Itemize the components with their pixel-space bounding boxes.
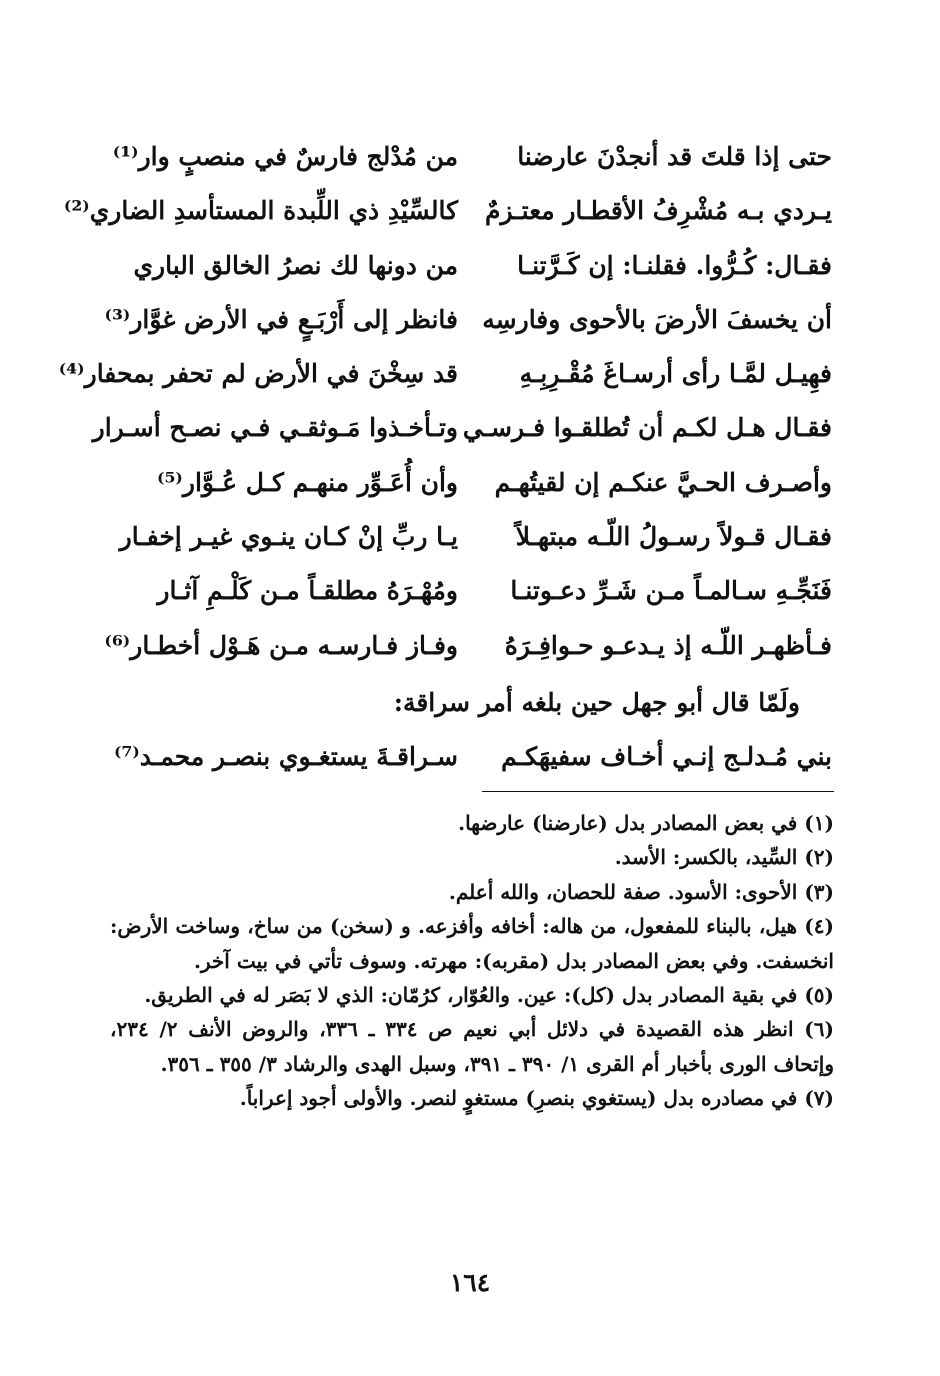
- poem-verse: [58, 347, 840, 401]
- verse-second-hemistich: وتـأخـذوا مَـوثقـي فـي نصـح أسـرار: [92, 413, 458, 443]
- footnote-divider: [482, 791, 834, 792]
- poem-verse: [100, 456, 840, 510]
- footnote: (٤) هيل، بالبناء للمفعول، من هاله: أخافه وأفزعه. و (سخن) من ساخ، وساخت الأرض: انخسفت. وفي بعض المصادر بدل (مقربه): مهرته. وسوف تأتي في بيت آخر.: [110, 914, 834, 973]
- verse-first-hemistich: فـأظهـر اللّـه إذ يـدعـو حـوافِـرَهُ: [504, 630, 832, 660]
- verse-first-hemistich: حتى إذا قلتَ قد أنجدْنَ عارضنا: [517, 142, 832, 171]
- footnote: (٣) الأحوى: الأسود. صفة للحصان، والله أعلم.: [448, 879, 834, 904]
- verse-first-hemistich: يـردي بـه مُشْرِفُ الأقطـار معتـزمٌ: [485, 196, 832, 226]
- verse-second-hemistich: فانظر إلى أَرْبَـعٍ في الأرض غوَّار⁽³⁾: [104, 304, 458, 334]
- poem: [58, 130, 840, 673]
- poem-verse: [100, 564, 840, 618]
- verse-second-hemistich: يـا ربِّ إنْ كـان ينـوي غيـر إخفـار: [119, 522, 458, 552]
- verse-first-hemistich: فهِيـل لمَّـا رأى أرسـاغَ مُقْـرِبِـهِ: [519, 359, 832, 389]
- verse-first-hemistich: فَنَجِّـهِ سـالمـاً مـن شَـرِّ دعـوتنـا: [510, 576, 832, 606]
- footnotes: [110, 806, 834, 1116]
- poem-verse: [100, 130, 840, 184]
- footnote: (٢) السِّيد، بالكسر: الأسد.: [614, 845, 834, 870]
- poem-verse-abu-jahl: [100, 730, 840, 784]
- section-heading: ولَمّا قال أبو جهل حين بلغه أمر سراقة:: [393, 688, 800, 717]
- verse-second-hemistich: سـراقـةَ يستغـوي بنصـر محمـد⁽⁷⁾: [113, 742, 458, 771]
- verse-second-hemistich: وأن أُعَـوِّر منهـم كـل عُـوَّار⁽⁵⁾: [157, 467, 458, 497]
- verse-first-hemistich: أن يخسفَ الأرضَ بالأحوى وفارسِه: [482, 304, 832, 334]
- verse-first-hemistich: فقـال هـل لكـم أن تُطلقـوا فـرسـي: [462, 413, 832, 443]
- verse-first-hemistich: فقـال قـولاً رسـولُ اللّـه مبتهـلاً: [515, 522, 832, 552]
- verse-second-hemistich: من مُدْلج فارسٌ في منصبٍ وار⁽¹⁾: [112, 142, 458, 171]
- poem-verse: [100, 619, 840, 673]
- footnote: (٦) انظر هذه القصيدة في دلائل أبي نعيم ص ٣٣٤ ـ ٣٣٦، والروض الأنف ٢/ ٢٣٤، وإتحاف الورى بأخبار أم القرى ١/ ٣٩٠ ـ ٣٩١، وسبل الهدى والرشاد ٣/ ٣٥٥ ـ ٣٥٦.: [110, 1017, 834, 1076]
- poem-verse: [63, 184, 840, 238]
- poem-verse: [100, 293, 840, 347]
- poem-verse: [92, 401, 840, 455]
- verse-first-hemistich: فقـال: كُـرُّوا. فقلنـا: إن كَـرَّتنـا: [517, 250, 832, 280]
- verse-second-hemistich: وفـاز فـارسـه مـن هَـوْل أخطـار⁽⁶⁾: [104, 630, 458, 660]
- verse-first-hemistich: وأصـرف الحـيَّ عنكـم إن لقيتُهـم: [494, 467, 832, 497]
- verse-second-hemistich: ومُهْـرَهُ مطلقـاً مـن كَلْـمِ آثـار: [157, 576, 458, 606]
- footnote: (٥) في بقية المصادر بدل (كل): عين. والعُوّار، كرُمّان: الذي لا بَصَر له في الطريق.: [144, 983, 834, 1008]
- poem-verse: [100, 239, 840, 293]
- page-number: ١٦٤: [449, 1268, 491, 1297]
- poem-verse: [100, 510, 840, 564]
- verse-second-hemistich: كالسِّيْدِ ذي اللِّبدة المستأسدِ الضاري⁽²⁾: [63, 196, 458, 226]
- verse-second-hemistich: من دونها لك نصرُ الخالق الباري: [133, 250, 458, 280]
- verse-second-hemistich: قد سِخْنَ في الأرض لم تحفر بمحفار⁽⁴⁾: [58, 359, 458, 389]
- footnote: (١) في بعض المصادر بدل (عارضنا) عارضها.: [458, 811, 834, 835]
- footnote: (٧) في مصادره بدل (يستغوي بنصرِ) مستغوٍ لنصر. والأولى أجود إعراباً.: [239, 1086, 834, 1111]
- verse-first-hemistich: بني مُـدلـج إنـي أخـاف سفيهَكـم: [501, 742, 832, 771]
